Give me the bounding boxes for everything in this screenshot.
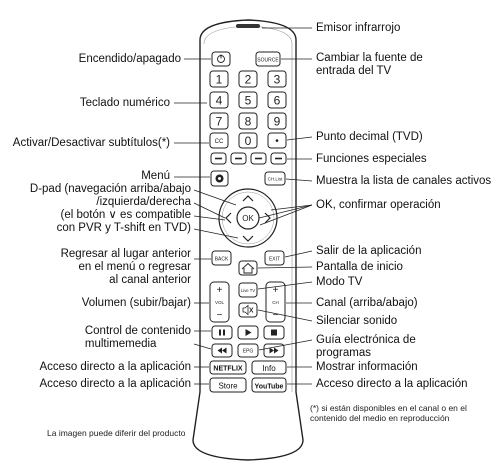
exit-button-label: EXIT xyxy=(268,256,281,263)
epg-label: EPG xyxy=(242,348,254,355)
volume-down-icon[interactable]: − xyxy=(216,310,223,321)
digit-3-label: 3 xyxy=(273,72,281,87)
digit-2-label: 2 xyxy=(244,72,252,87)
menu-button[interactable] xyxy=(211,171,228,186)
volume-rocker[interactable] xyxy=(210,282,229,322)
digit-7-label: 7 xyxy=(215,114,223,129)
play-button[interactable] xyxy=(238,326,258,339)
info-label: Info xyxy=(262,364,276,373)
digit-9-label: 9 xyxy=(273,114,281,129)
stop-icon xyxy=(271,330,277,336)
source-button-label: SOURCE xyxy=(257,57,279,64)
live-tv-label: Live TV xyxy=(240,288,256,293)
epg-button[interactable] xyxy=(238,344,258,357)
ir-emitter xyxy=(236,24,260,28)
store-label: Store xyxy=(218,381,238,391)
mute-button[interactable] xyxy=(239,303,257,317)
label-media: Control de contenido multimemedia xyxy=(84,325,191,350)
disclaimer: La imagen puede diferir del producto xyxy=(47,428,186,438)
netflix-label: NETFLIX xyxy=(213,365,243,373)
label-info: Mostrar información xyxy=(316,361,418,373)
digit-8-label: 8 xyxy=(244,114,252,129)
back-button[interactable] xyxy=(212,251,231,265)
home-button[interactable] xyxy=(239,261,257,275)
digit-6-label: 6 xyxy=(273,93,281,108)
channel-down-icon[interactable]: − xyxy=(272,310,279,321)
digit-4-label: 4 xyxy=(215,93,223,108)
youtube-button[interactable] xyxy=(252,378,286,392)
pause-icon xyxy=(219,330,221,336)
rewind-button[interactable] xyxy=(212,344,232,357)
digit-5-button[interactable] xyxy=(239,92,257,108)
subtitles-button[interactable] xyxy=(210,133,228,148)
label-home: Pantalla de inicio xyxy=(316,261,403,273)
label-epg: Guía electrónica de programas xyxy=(316,334,416,359)
label-subtitles: Activar/Desactivar subtítulos(*) xyxy=(12,137,170,149)
label-back: Regresar al lugar anterior en el menú o regresar al canal anterior xyxy=(60,248,191,286)
volume-up-icon[interactable]: + xyxy=(216,285,223,296)
label-source: Cambiar la fuente de entrada del TV xyxy=(316,52,423,77)
label-volume: Volumen (subir/bajar) xyxy=(81,297,191,309)
label-exit: Salir de la aplicación xyxy=(316,245,422,257)
footnote: (*) si están disponibles en el canal o en el contenido del medio en reproducción xyxy=(310,403,467,423)
digit-7-button[interactable] xyxy=(210,113,228,129)
decimal-point-button[interactable] xyxy=(268,133,286,148)
netflix-button[interactable] xyxy=(210,361,246,374)
channel-list-label: CH.List xyxy=(267,176,283,182)
digit-6-button[interactable] xyxy=(268,92,286,108)
info-button[interactable] xyxy=(252,361,286,374)
numeric-keypad xyxy=(210,71,286,129)
label-power: Encendido/apagado xyxy=(78,53,181,65)
youtube-label: YouTube xyxy=(254,383,284,391)
power-button[interactable] xyxy=(212,52,230,66)
digit-8-button[interactable] xyxy=(239,113,257,129)
label-ir: Emisor infrarrojo xyxy=(316,22,401,34)
label-numpad: Teclado numérico xyxy=(79,97,170,109)
store-button[interactable] xyxy=(210,378,246,392)
label-chlist: Muestra la lista de canales activos xyxy=(316,175,492,187)
label-dpad: D-pad (navegación arriba/abajo /izquierda/derecha (el botón ∨ es compatible con PVR y T-shift en TVD) xyxy=(29,183,191,234)
pause-button[interactable] xyxy=(212,326,232,339)
ok-button-label: OK xyxy=(242,214,254,223)
digit-4-button[interactable] xyxy=(210,92,228,108)
live-tv-button[interactable] xyxy=(239,283,257,297)
label-menu: Menú xyxy=(141,170,170,182)
digit-5-label: 5 xyxy=(244,93,252,108)
decimal-point-label: • xyxy=(275,136,279,147)
digit-0-label: 0 xyxy=(244,134,252,148)
digit-9-button[interactable] xyxy=(268,113,286,129)
exit-button[interactable] xyxy=(265,251,284,265)
label-decimal: Punto decimal (TVD) xyxy=(316,131,423,143)
label-ok: OK, confirmar operación xyxy=(316,199,441,211)
digit-1-label: 1 xyxy=(215,72,223,87)
label-livetv: Modo TV xyxy=(316,276,363,288)
channel-label: CH xyxy=(272,300,279,305)
label-channel: Canal (arriba/abajo) xyxy=(316,297,418,309)
channel-list-button[interactable] xyxy=(265,172,285,185)
subtitles-button-label: CC xyxy=(214,139,224,145)
digit-1-button[interactable] xyxy=(210,71,228,87)
label-mute: Silenciar sonido xyxy=(316,315,398,327)
label-store: Acceso directo a la aplicación xyxy=(39,378,191,390)
label-youtube: Acceso directo a la aplicación xyxy=(316,378,468,390)
volume-label: VOL xyxy=(214,300,225,305)
channel-rocker[interactable] xyxy=(266,282,285,322)
stop-button[interactable] xyxy=(264,326,284,339)
ok-button[interactable] xyxy=(237,207,259,229)
digit-3-button[interactable] xyxy=(268,71,286,87)
back-button-label: BACK xyxy=(214,256,229,263)
label-netflix: Acceso directo a la aplicación xyxy=(39,361,191,373)
source-button[interactable] xyxy=(256,52,280,66)
channel-up-icon[interactable]: + xyxy=(272,285,279,296)
digit-0-button[interactable] xyxy=(239,133,257,148)
digit-2-button[interactable] xyxy=(239,71,257,87)
label-special: Funciones especiales xyxy=(316,153,427,165)
